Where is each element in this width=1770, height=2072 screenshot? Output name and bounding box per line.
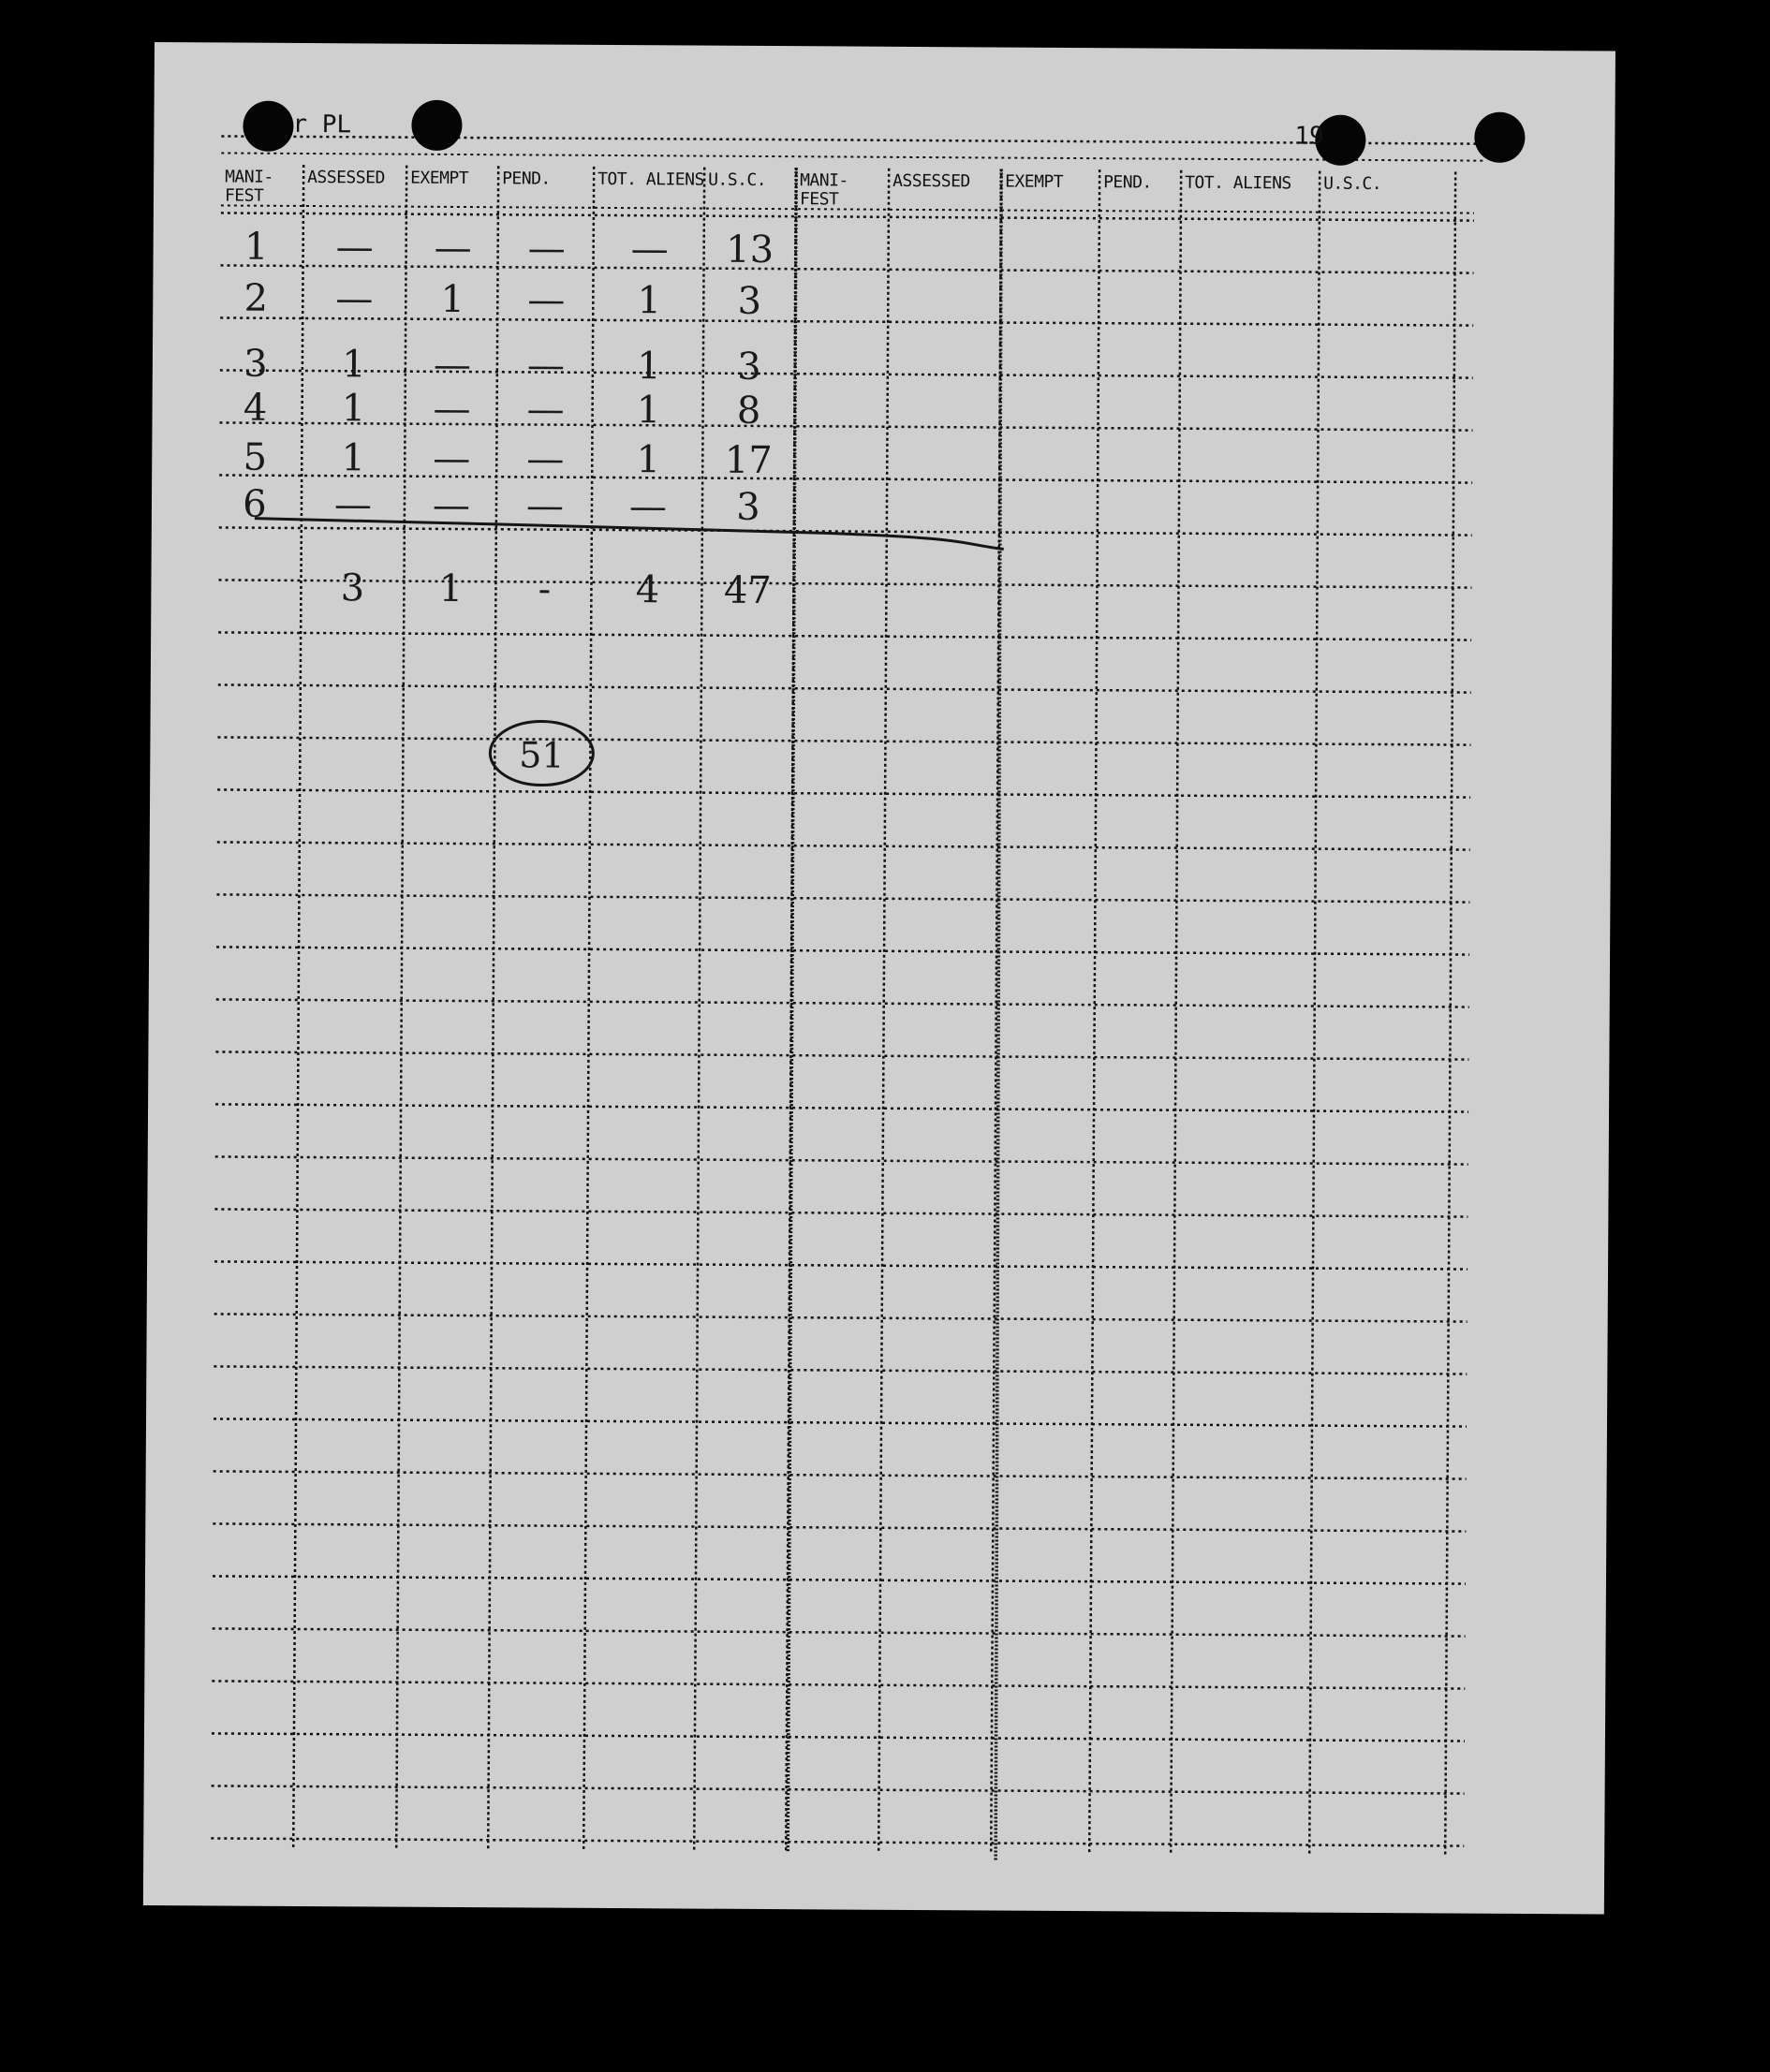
row-rule: [217, 737, 1470, 744]
cell-exempt: 1: [440, 277, 465, 322]
cell-tot-aliens: —: [630, 228, 669, 272]
cell-pend: —: [526, 388, 565, 432]
column-rule: [1445, 171, 1455, 1855]
cell-pend: —: [527, 278, 566, 322]
cell-tot-aliens: 1: [637, 345, 661, 389]
form-sheet: [143, 42, 1615, 1914]
total-pend: -: [538, 567, 552, 611]
row-rule: [212, 1681, 1465, 1688]
cell-usc: 13: [726, 228, 774, 272]
cell-usc: 3: [736, 485, 760, 529]
cell-exempt: —: [434, 226, 472, 271]
left-header-usc: U.S.C.: [708, 169, 767, 190]
total-exempt: 1: [438, 566, 464, 611]
row-rule: [218, 684, 1471, 692]
left-header-assessed: ASSESSED: [307, 167, 385, 188]
row-rule: [217, 789, 1470, 797]
row-rule: [213, 1628, 1466, 1636]
cell-pend: —: [527, 227, 566, 271]
circled-total: 51: [519, 734, 565, 776]
year-label: 19: [1294, 122, 1324, 151]
form-grid: [143, 42, 1615, 1914]
cell-tot-aliens: 1: [636, 438, 661, 482]
cell-assessed: 1: [342, 343, 366, 387]
row-rule: [216, 894, 1469, 902]
cell-tot-aliens: 1: [636, 389, 661, 433]
cell-assessed: —: [335, 226, 374, 270]
column-rule: [694, 168, 704, 1851]
cell-assessed: 1: [341, 387, 366, 431]
row-rule: [214, 1471, 1467, 1478]
cell-tot-aliens: —: [628, 485, 668, 529]
row-rule: [212, 1733, 1465, 1741]
cell-usc: 8: [736, 389, 761, 433]
column-rule: [293, 165, 303, 1848]
total-usc: 47: [723, 568, 773, 613]
row-rule: [220, 370, 1473, 377]
row-rule: [216, 999, 1469, 1007]
cell-pend: —: [525, 484, 565, 528]
cell-exempt: —: [433, 387, 471, 432]
cell-usc: 3: [737, 345, 761, 389]
left-header-pend: PEND.: [502, 169, 551, 189]
row-rule: [215, 1104, 1468, 1111]
row-rule: [218, 580, 1471, 587]
row-rule: [217, 842, 1470, 849]
row-rule: [214, 1261, 1468, 1269]
right-header-exempt: EXEMPT: [1005, 171, 1064, 192]
row-rule: [221, 213, 1474, 220]
row-rule: [219, 475, 1472, 482]
cell-manifest: 2: [243, 276, 269, 320]
cell-manifest: 4: [243, 386, 268, 430]
total-assessed: 3: [340, 566, 365, 610]
cell-pend: —: [526, 437, 565, 481]
row-rule: [216, 947, 1469, 954]
punch-hole-2: [411, 100, 462, 151]
cell-pend: —: [526, 344, 566, 388]
right-header-manifest: MANI- FEST: [799, 170, 848, 210]
row-rule: [215, 1156, 1468, 1164]
column-rule: [488, 166, 498, 1849]
punch-hole-4: [1474, 112, 1525, 163]
cell-manifest: 6: [243, 482, 267, 526]
left-header-manifest: MANI- FEST: [224, 167, 273, 206]
cell-manifest: 3: [243, 342, 268, 386]
row-rule: [212, 1785, 1465, 1793]
right-header-pend: PEND.: [1103, 172, 1152, 193]
left-header-exempt: EXEMPT: [410, 168, 469, 189]
column-rule: [878, 169, 889, 1852]
row-rule: [214, 1209, 1468, 1216]
row-rule: [211, 1838, 1464, 1845]
column-rule: [1089, 169, 1099, 1853]
cell-exempt: —: [433, 343, 472, 388]
cell-assessed: —: [333, 483, 373, 527]
row-rule: [215, 1051, 1468, 1059]
right-header-usc: U.S.C.: [1323, 173, 1382, 195]
cell-assessed: 1: [341, 436, 366, 480]
cell-tot-aliens: 1: [637, 279, 662, 323]
column-rule: [1309, 171, 1320, 1855]
cell-exempt: —: [432, 483, 471, 528]
cell-usc: 3: [737, 279, 762, 323]
cell-assessed: —: [335, 277, 374, 321]
column-rule: [583, 167, 594, 1850]
row-rule: [220, 317, 1473, 325]
row-rule: [218, 632, 1471, 639]
right-header-tot-aliens: TOT. ALIENS: [1185, 172, 1291, 194]
cell-exempt: —: [433, 436, 471, 481]
row-rule: [220, 422, 1473, 430]
row-rule: [214, 1314, 1468, 1321]
punch-hole-1: [243, 101, 293, 152]
cell-manifest: 1: [243, 225, 269, 269]
row-rule: [213, 1576, 1466, 1583]
row-rule: [214, 1418, 1467, 1426]
row-rule: [221, 265, 1474, 272]
total-tot-aliens: 4: [635, 568, 660, 612]
cell-usc: 17: [724, 438, 773, 483]
right-header-assessed: ASSESSED: [892, 170, 970, 192]
block-divider: [786, 168, 798, 1851]
cell-manifest: 5: [243, 435, 268, 479]
row-rule: [214, 1366, 1467, 1374]
row-rule: [213, 1523, 1466, 1531]
left-header-tot-aliens: TOT. ALIENS: [597, 169, 704, 190]
column-rule: [396, 166, 406, 1849]
header-underline-rule: [221, 153, 1483, 160]
port-label: r PL: [292, 110, 352, 140]
column-rule: [1171, 170, 1181, 1854]
